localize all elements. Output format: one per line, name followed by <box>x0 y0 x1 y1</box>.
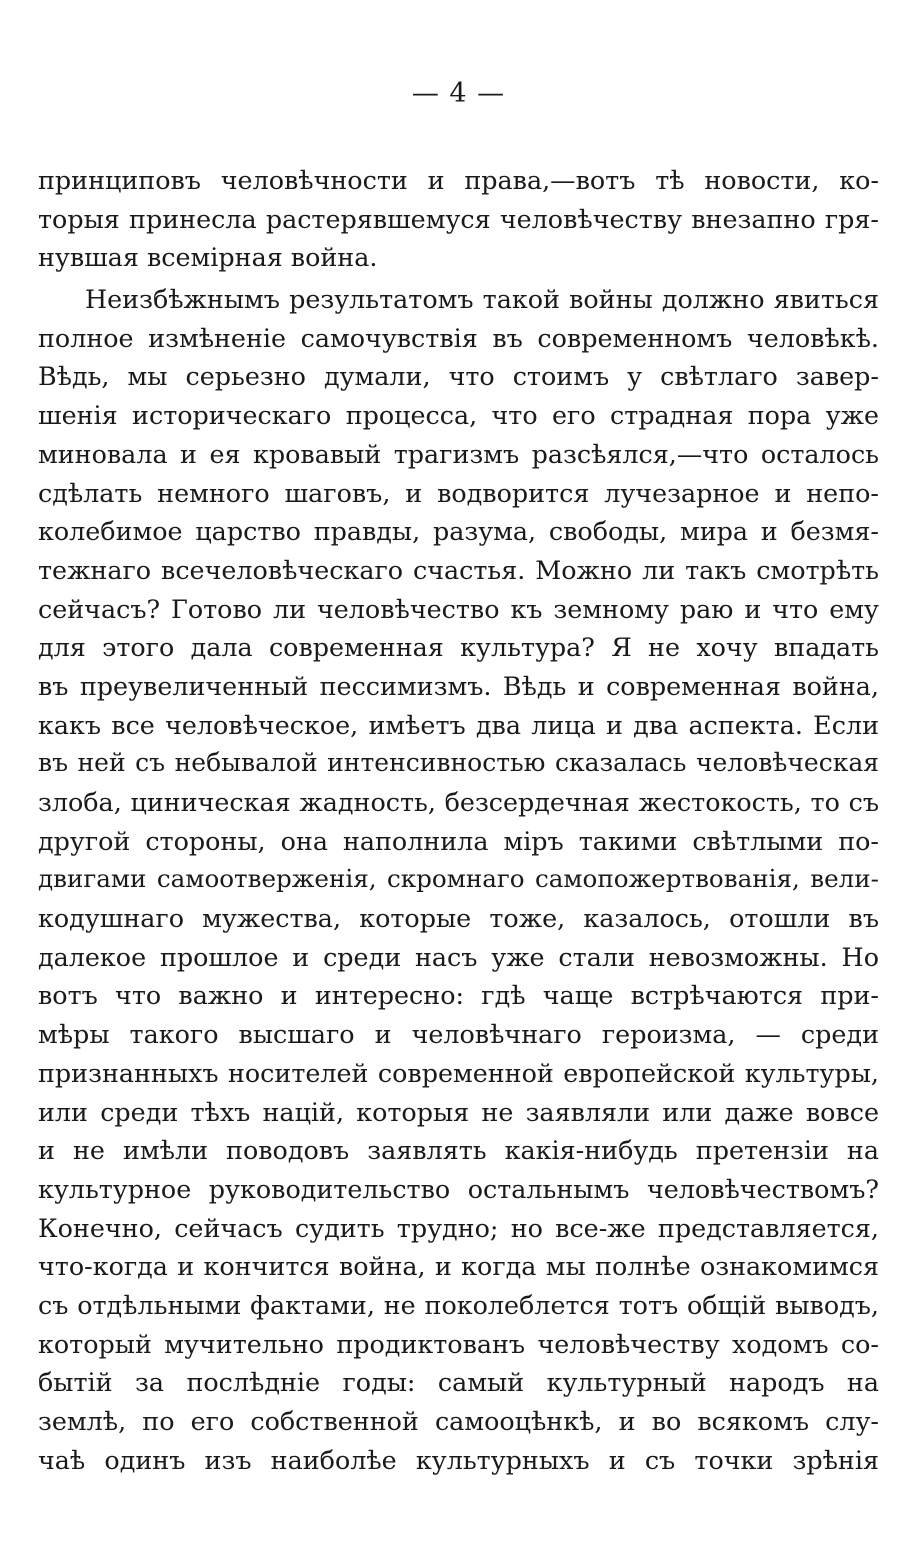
text-line: миновала и ея кровавый трагизмъ разсѣялся,—что осталось <box>38 438 879 469</box>
text-line: въ преувеличенный пессимизмъ. Вѣдь и современная война, <box>38 670 879 701</box>
text-line: колебимое царство правды, разума, свободы, мира и безмя- <box>38 516 879 547</box>
text-line: для этого дала современная культура? Я не хочу впадать <box>38 632 879 663</box>
text-line: сдѣлать немного шаговъ, и водворится лучезарное и непо- <box>38 477 879 508</box>
text-line: бытій за послѣдніе годы: самый культурный народъ на <box>38 1367 879 1398</box>
text-line: другой стороны, она наполнила міръ такими свѣтлыми по- <box>38 825 879 856</box>
paragraph <box>38 280 879 1479</box>
text-line: нувшая всемірная война. <box>38 242 378 273</box>
text-line: кодушнаго мужества, которые тоже, казалось, отошли въ <box>38 903 879 934</box>
text-line: съ отдѣльными фактами, не поколеблется тотъ общій выводъ, <box>38 1289 879 1320</box>
text-line: землѣ, по его собственной самооцѣнкѣ, и во всякомъ слу- <box>38 1406 879 1436</box>
text-line: мѣры такого высшаго и человѣчнаго героизма, — среди <box>38 1019 879 1050</box>
text-line: какъ все человѣческое, имѣетъ два лица и два аспекта. Если <box>38 709 879 740</box>
text-line: тежнаго всечеловѣческаго счастья. Можно ли такъ смотрѣть <box>38 554 879 585</box>
text-line: и не имѣли поводовъ заявлять какія-нибудь претензіи на <box>38 1135 879 1166</box>
paragraph <box>38 161 879 277</box>
text-line: признанныхъ носителей современной европейской культуры, <box>38 1057 879 1088</box>
text-line: принциповъ человѣчности и права,—вотъ тѣ новости, ко- <box>38 165 879 195</box>
text-line: вотъ что важно и интересно: гдѣ чаще встрѣчаются при- <box>38 980 879 1011</box>
text-line: Конечно, сейчасъ судить трудно; но все-же представляется, <box>38 1212 879 1243</box>
text-line: сейчасъ? Готово ли человѣчество къ земному раю и что ему <box>38 593 879 624</box>
text-line: Неизбѣжнымъ результатомъ такой войны должно явиться <box>85 284 879 315</box>
text-line: чаѣ одинъ изъ наиболѣе культурныхъ и съ точки зрѣнія <box>38 1444 879 1475</box>
text-line: торыя принесла растерявшемуся человѣчеству внезапно гря- <box>38 203 879 234</box>
text-line: полное измѣненіе самочувствія въ современномъ человѣкѣ. <box>38 322 879 353</box>
page-number: — 4 — <box>411 78 506 109</box>
text-line: который мучительно продиктованъ человѣчеству ходомъ со- <box>38 1328 879 1359</box>
text-line: въ ней съ небывалой интенсивностью сказалась человѣческая <box>38 748 879 778</box>
text-line: культурное руководительство остальнымъ человѣчествомъ? <box>38 1173 879 1204</box>
text-line: что-когда и кончится война, и когда мы полнѣе ознакомимся <box>38 1251 879 1282</box>
book-page <box>38 74 879 1479</box>
text-line: шенія историческаго процесса, что его страдная пора уже <box>38 400 879 431</box>
text-line: двигами самоотверженія, скромнаго самопожертвованія, вели- <box>38 864 879 894</box>
text-line: злоба, циническая жадность, безсердечная жестокость, то съ <box>38 787 879 817</box>
text-line: далекое прошлое и среди насъ уже стали невозможны. Но <box>38 941 879 972</box>
text-line: Вѣдь, мы серьезно думали, что стоимъ у свѣтлаго завер- <box>38 361 879 392</box>
body-text <box>38 161 879 1479</box>
text-line: или среди тѣхъ націй, которыя не заявляли или даже вовсе <box>38 1096 879 1127</box>
